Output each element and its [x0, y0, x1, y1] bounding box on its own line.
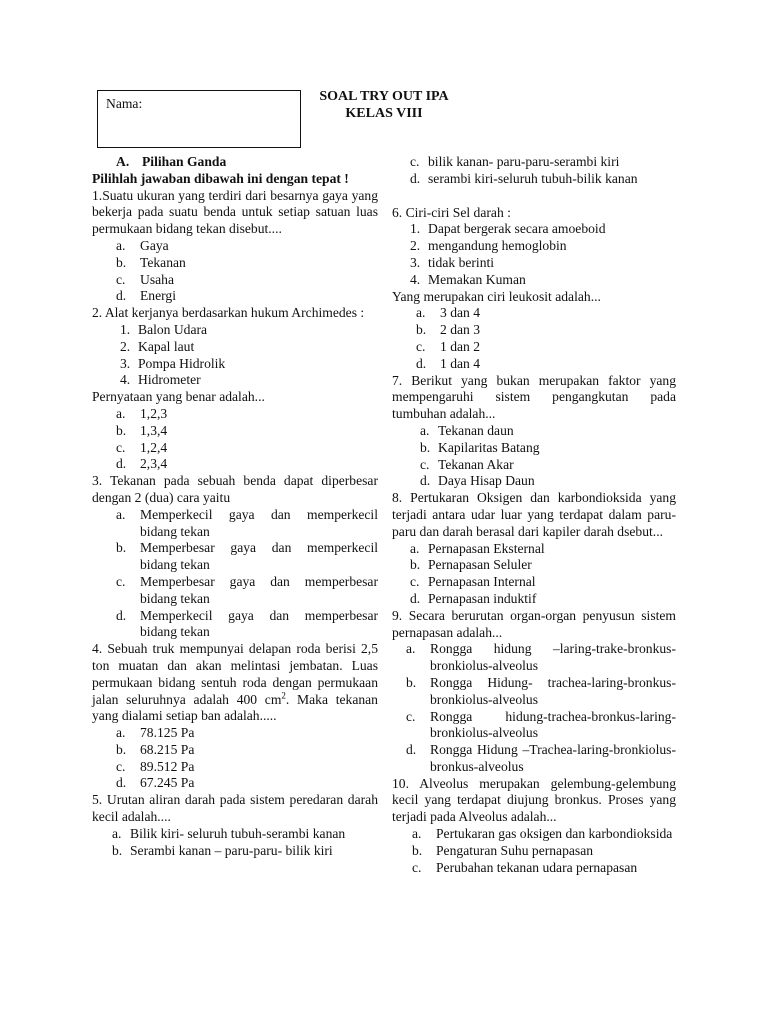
item-label: 1.	[120, 321, 131, 337]
option-text: Rongga Hidung –Trachea-laring-bronkiolus-bronkus-alveolus	[430, 742, 676, 774]
option-text: Memperkecil gaya dan memperkecil bidang tekan	[140, 506, 378, 539]
q7-option-c[interactable]	[420, 457, 676, 474]
option-text: Pengaturan Suhu pernapasan	[436, 842, 594, 858]
question-7-text: 7. Berikut yang bukan merupakan faktor yang mempengaruhi sistem pengangkutan pada tumbuhan adalah...	[392, 372, 676, 422]
option-label: b.	[412, 842, 423, 858]
q8-option-d[interactable]	[410, 591, 676, 608]
option-label: c.	[420, 456, 430, 472]
option-text: 2,3,4	[140, 456, 168, 472]
q9-option-d[interactable]	[406, 742, 676, 776]
question-6-text: 6. Ciri-ciri Sel darah :	[392, 204, 511, 220]
option-text: 1 dan 2	[440, 338, 481, 354]
option-text: Pertukaran gas oksigen dan karbondioksida	[436, 826, 673, 842]
question-4-options	[92, 725, 378, 792]
option-label: b.	[112, 842, 123, 858]
q8-option-b[interactable]	[410, 557, 676, 574]
option-label: a.	[410, 540, 420, 556]
option-label: b.	[116, 422, 127, 438]
question-2-prompt: Pernyataan yang benar adalah...	[92, 389, 265, 405]
option-text: Perubahan tekanan udara pernapasan	[436, 859, 638, 875]
option-label: b.	[410, 557, 421, 573]
exam-subtitle: KELAS VIII	[345, 106, 423, 121]
q4-option-c[interactable]	[116, 759, 378, 776]
option-text: 1,3,4	[140, 422, 168, 438]
option-label: a.	[412, 826, 422, 842]
q6-option-d[interactable]	[416, 356, 676, 373]
q1-option-d[interactable]	[116, 288, 378, 305]
option-text: 67.245 Pa	[140, 775, 195, 791]
option-label: c.	[116, 439, 126, 455]
question-10-options	[392, 826, 676, 876]
q5-option-c[interactable]	[410, 154, 676, 171]
option-label: d.	[116, 456, 127, 472]
q2-option-b[interactable]	[116, 423, 378, 440]
option-label: a.	[116, 506, 126, 522]
question-6-options	[392, 305, 676, 372]
q1-option-c[interactable]	[116, 272, 378, 289]
q5-option-d[interactable]	[410, 171, 676, 188]
question-7-options	[392, 423, 676, 490]
option-text: 1,2,4	[140, 439, 168, 455]
option-label: c.	[116, 271, 126, 287]
question-3-options	[92, 507, 378, 641]
q1-option-a[interactable]	[116, 238, 378, 255]
option-text: Memperkecil gaya dan memperbesar bidang tekan	[140, 607, 378, 640]
item-text: Balon Udara	[138, 321, 208, 337]
q6-item-4	[410, 272, 676, 289]
q2-item-3	[120, 356, 378, 373]
q6-option-b[interactable]	[416, 322, 676, 339]
option-text: Pernapasan Seluler	[428, 557, 532, 573]
q6-item-1	[410, 221, 676, 238]
q4-option-b[interactable]	[116, 742, 378, 759]
item-label: 3.	[120, 355, 131, 371]
option-label: c.	[116, 758, 126, 774]
question-4-text	[92, 641, 378, 725]
option-text: Gaya	[140, 237, 169, 253]
spacer	[392, 188, 676, 205]
option-label: d.	[416, 355, 427, 371]
q2-item-2	[120, 339, 378, 356]
question-9-options	[392, 641, 676, 775]
option-text: Memperbesar gaya dan memperkecil bidang tekan	[140, 540, 378, 573]
option-text: Usaha	[140, 271, 174, 287]
question-5-options-right	[392, 154, 676, 188]
q2-item-4	[120, 372, 378, 389]
option-label: a.	[116, 725, 126, 741]
option-text: Rongga hidung-trachea-bronkus-laring-bronkiolus-alveolus	[430, 708, 676, 741]
option-label: d.	[406, 742, 417, 758]
name-label: Nama:	[106, 96, 143, 111]
item-text: tidak berinti	[428, 254, 495, 270]
option-label: b.	[116, 741, 127, 757]
q3-option-b[interactable]	[116, 540, 378, 574]
option-text: Pernapasan induktif	[428, 590, 537, 606]
option-label: c.	[410, 574, 420, 590]
question-6-prompt: Yang merupakan ciri leukosit adalah...	[392, 288, 601, 304]
item-label: 3.	[410, 254, 421, 270]
right-column	[392, 154, 676, 876]
option-text: 2 dan 3	[440, 322, 481, 338]
q8-option-c[interactable]	[410, 574, 676, 591]
q5-option-b[interactable]	[112, 843, 378, 860]
option-label: a.	[416, 305, 426, 321]
q4-option-d[interactable]	[116, 775, 378, 792]
option-text: Memperbesar gaya dan memperbesar bidang tekan	[140, 573, 378, 606]
option-label: b.	[416, 322, 427, 338]
q2-option-a[interactable]	[116, 406, 378, 423]
option-text: Pernapasan Eksternal	[428, 540, 545, 556]
option-label: a.	[116, 405, 126, 421]
question-3-text: 3. Tekanan pada sebuah benda dapat diperbesar dengan 2 (dua) cara yaitu	[92, 473, 378, 505]
option-text: bilik kanan- paru-paru-serambi kiri	[428, 154, 620, 169]
item-label: 1.	[410, 221, 421, 237]
question-8-text: 8. Pertukaran Oksigen dan karbondioksida yang terjadi antara udar luar yang terdapat dalam paru-paru dan darah berasal dari kapiler darah dsebut...	[392, 490, 676, 539]
section-letter: A.	[116, 154, 130, 169]
q5-option-a[interactable]	[112, 826, 378, 843]
q7-option-b[interactable]	[420, 440, 676, 457]
option-label: b.	[420, 439, 431, 455]
option-label: b.	[116, 254, 127, 270]
q10-option-c[interactable]	[412, 860, 676, 877]
option-text: Bilik kiri- seluruh tubuh-serambi kanan	[130, 825, 346, 841]
option-text: Rongga hidung –laring-trake-bronkus-bronkiolus-alveolus	[430, 641, 676, 674]
q4-superscript: 2	[281, 689, 286, 700]
option-text: 78.125 Pa	[140, 725, 195, 741]
option-text: 1 dan 4	[440, 355, 481, 371]
option-text: Daya Hisap Daun	[438, 473, 535, 489]
question-5-options-left	[92, 826, 378, 860]
option-label: d.	[116, 607, 127, 623]
option-text: serambi kiri-seluruh tubuh-bilik kanan	[428, 170, 638, 186]
option-text: Rongga Hidung- trachea-laring-bronkus-bronkiolus-alveolus	[430, 674, 676, 707]
question-8-options	[392, 541, 676, 608]
option-label: d.	[410, 590, 421, 606]
option-label: c.	[416, 338, 426, 354]
option-label: b.	[406, 674, 417, 690]
question-1-options	[92, 238, 378, 305]
q3-option-a[interactable]	[116, 507, 378, 541]
item-text: Kapal laut	[138, 338, 195, 354]
q3-option-c[interactable]	[116, 574, 378, 608]
item-text: Pompa Hidrolik	[138, 355, 226, 371]
left-column	[92, 154, 378, 859]
option-label: d.	[410, 170, 421, 186]
q10-option-a[interactable]	[412, 826, 676, 843]
q10-option-b[interactable]	[412, 843, 676, 860]
item-label: 4.	[410, 271, 421, 287]
option-text: Tekanan Akar	[438, 456, 514, 472]
option-label: c.	[116, 573, 126, 589]
option-label: a.	[112, 825, 122, 841]
q9-option-b[interactable]	[406, 675, 676, 709]
q9-option-a[interactable]	[406, 641, 676, 675]
item-text: Hidrometer	[138, 372, 201, 388]
option-text: Tekanan	[140, 254, 186, 270]
q4-text-before: 4. Sebuah truk mempunyai delapan roda berisi 2,5 ton muatan dan akan melintasi jembatan. Luas permukaan bidang sentuh roda dengan permukaan jalan seluruhnya adalah 400 cm	[92, 641, 378, 707]
item-text: Memakan Kuman	[428, 271, 526, 287]
q6-option-c[interactable]	[416, 339, 676, 356]
question-10-text: 10. Alveolus merupakan gelembung-gelembung kecil yang terdapat diujung bronkus. Proses yang terjadi pada Alveolus adalah...	[392, 775, 676, 825]
question-6-items	[392, 221, 676, 288]
q3-option-d[interactable]	[116, 608, 378, 642]
q2-item-1	[120, 322, 378, 339]
name-box[interactable]	[97, 90, 301, 148]
q7-option-a[interactable]	[420, 423, 676, 440]
option-label: d.	[420, 473, 431, 489]
option-label: b.	[116, 540, 127, 556]
option-label: a.	[406, 641, 416, 657]
option-label: d.	[116, 775, 127, 791]
item-text: Dapat bergerak secara amoeboid	[428, 221, 606, 237]
question-9-text: 9. Secara berurutan organ-organ penyusun sistem pernapasan adalah...	[392, 607, 676, 640]
q2-option-c[interactable]	[116, 440, 378, 457]
option-text: Energi	[140, 288, 176, 304]
option-label: a.	[116, 237, 126, 253]
option-label: a.	[420, 422, 430, 438]
option-text: 89.512 Pa	[140, 758, 195, 774]
question-2-text: 2. Alat kerjanya berdasarkan hukum Archimedes :	[92, 305, 365, 321]
q6-option-a[interactable]	[416, 305, 676, 322]
section-title: Pilihan Ganda	[142, 154, 227, 169]
q6-item-2	[410, 238, 676, 255]
item-text: mengandung hemoglobin	[428, 238, 567, 254]
section-heading	[92, 154, 378, 171]
q8-option-a[interactable]	[410, 541, 676, 558]
item-label: 2.	[410, 238, 421, 254]
option-label: c.	[406, 708, 416, 724]
q4-option-a[interactable]	[116, 725, 378, 742]
option-label: d.	[116, 288, 127, 304]
option-label: c.	[412, 859, 422, 875]
instruction: Pilihlah jawaban dibawah ini dengan tepat !	[92, 170, 349, 186]
option-text: Kapilaritas Batang	[438, 439, 540, 455]
exam-title: SOAL TRY OUT IPA	[319, 89, 449, 104]
option-text: 1,2,3	[140, 405, 168, 421]
q1-option-b[interactable]	[116, 255, 378, 272]
q2-option-d[interactable]	[116, 456, 378, 473]
exam-header	[300, 88, 468, 122]
option-text: Pernapasan Internal	[428, 574, 536, 590]
q7-option-d[interactable]	[420, 473, 676, 490]
question-2-items	[92, 322, 378, 389]
question-5-text: 5. Urutan aliran darah pada sistem peredaran darah kecil adalah....	[92, 792, 378, 825]
q6-item-3	[410, 255, 676, 272]
option-text: 3 dan 4	[440, 305, 481, 321]
q4-text-after: . Maka tekanan yang dialami setiap ban adalah.....	[92, 691, 378, 724]
item-label: 4.	[120, 372, 131, 388]
q9-option-c[interactable]	[406, 709, 676, 743]
option-text: 68.215 Pa	[140, 741, 195, 757]
question-1-text: 1.Suatu ukuran yang terdiri dari besarnya gaya yang bekerja pada suatu benda untuk setiap satuan luas permukaan bidang tekan disebut....	[92, 187, 378, 237]
item-label: 2.	[120, 338, 131, 354]
question-2-options	[92, 406, 378, 473]
option-text: Serambi kanan – paru-paru- bilik kiri	[130, 842, 333, 858]
option-label: c.	[410, 154, 420, 169]
option-text: Tekanan daun	[438, 422, 514, 438]
